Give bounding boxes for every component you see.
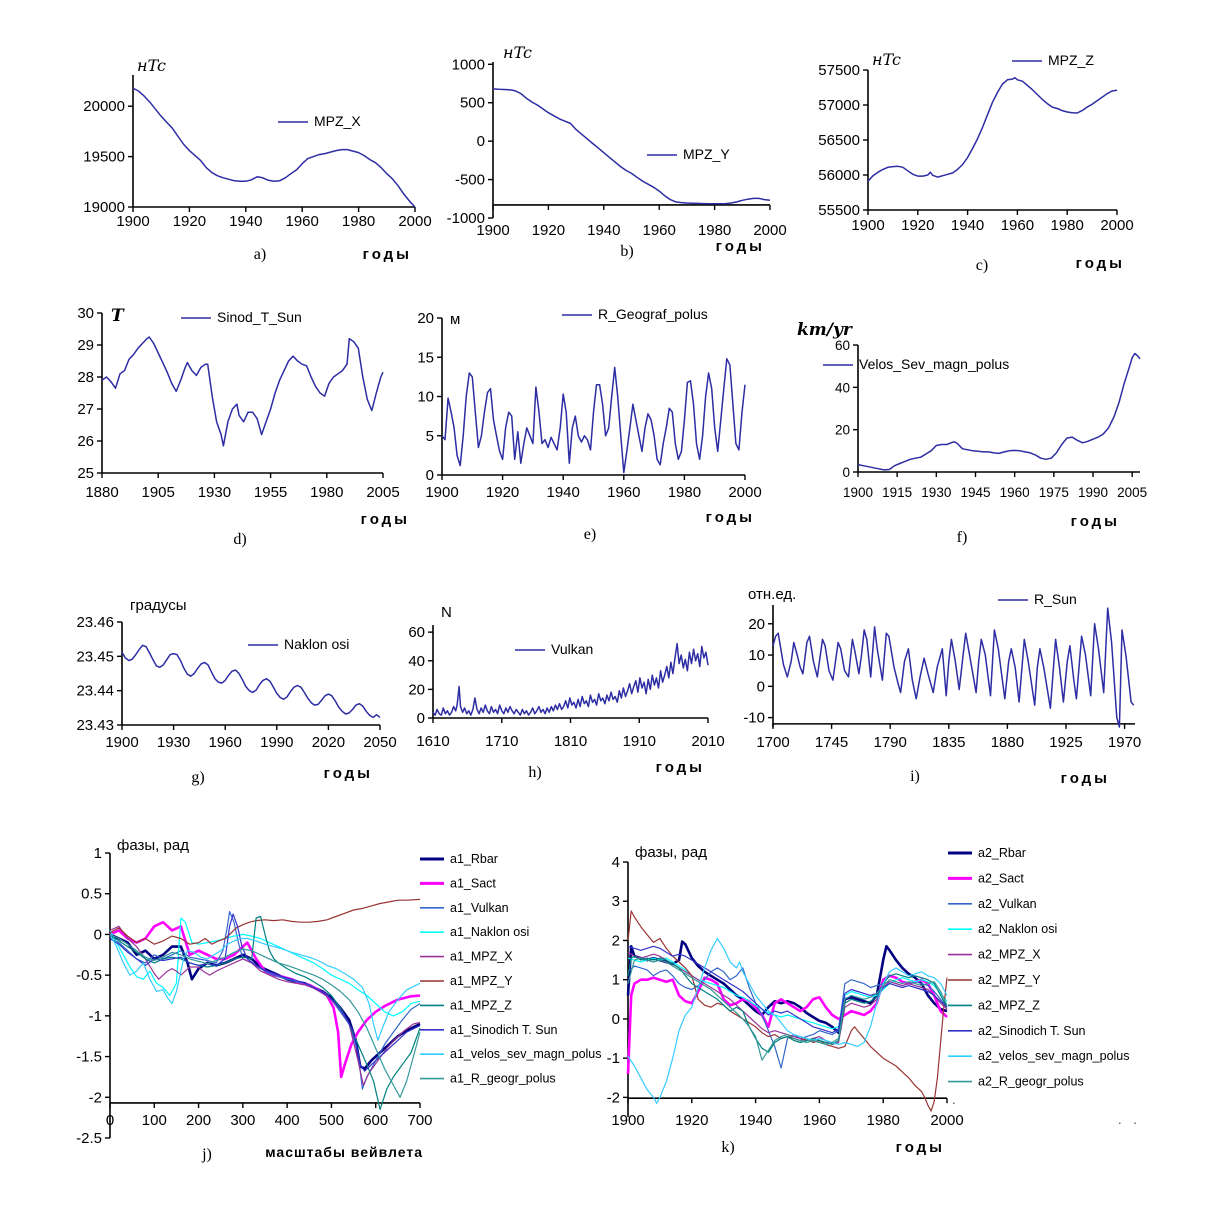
y-axis-title: м bbox=[450, 311, 461, 328]
legend-label: a1_Sact bbox=[450, 876, 496, 891]
x-tick-label: 1900 bbox=[425, 484, 459, 501]
chart-caption: i) bbox=[910, 768, 920, 785]
y-tick-label: 2 bbox=[611, 932, 620, 950]
x-tick-label: 2000 bbox=[753, 221, 787, 239]
y-tick-label: 56000 bbox=[818, 167, 860, 184]
x-tick-label: 1990 bbox=[260, 734, 294, 751]
x-tick-label: 100 bbox=[141, 1111, 167, 1129]
x-tick-label: 2000 bbox=[1100, 217, 1134, 234]
x-tick-label: 1920 bbox=[901, 217, 935, 234]
x-tick-label: 1700 bbox=[756, 733, 790, 751]
y-tick-label: 20000 bbox=[83, 98, 125, 116]
x-tick-label: 1980 bbox=[341, 213, 376, 230]
x-tick-label: 1945 bbox=[960, 485, 991, 500]
y-tick-label: 0 bbox=[756, 678, 765, 696]
chart-c-svg bbox=[775, 25, 1205, 280]
y-tick-label: 30 bbox=[77, 305, 94, 322]
stray-dots: . . bbox=[1118, 1112, 1141, 1127]
x-tick-label: 1880 bbox=[85, 484, 119, 501]
legend-label: Velos_Sev_magn_polus bbox=[859, 356, 1010, 372]
x-tick-label: 1980 bbox=[697, 221, 732, 239]
x-tick-label: 1900 bbox=[851, 217, 885, 234]
y-tick-label: -1 bbox=[606, 1050, 620, 1068]
x-tick-label: 1960 bbox=[802, 1112, 837, 1130]
stray-dot: . bbox=[952, 1092, 956, 1107]
y-tick-label: 60 bbox=[834, 338, 850, 353]
x-tick-label: 1930 bbox=[156, 734, 191, 751]
x-tick-label: 1930 bbox=[921, 485, 952, 500]
y-tick-label: 0 bbox=[93, 926, 102, 944]
y-tick-label: -10 bbox=[743, 709, 765, 727]
legend-label: R_Geograf_polus bbox=[598, 306, 708, 322]
legend-label: a2_velos_sev_magn_polus bbox=[978, 1049, 1130, 1064]
x-tick-label: 2005 bbox=[1117, 485, 1148, 500]
chart-vulkan bbox=[395, 585, 785, 815]
legend-label: a1_Rbar bbox=[450, 852, 498, 866]
x-tick-label: 2020 bbox=[311, 734, 346, 751]
y-tick-label: 3 bbox=[611, 893, 620, 911]
legend-label: a2_Vulkan bbox=[978, 896, 1037, 911]
legend-label: Sinod_T_Sun bbox=[217, 309, 302, 325]
x-tick-label: 1745 bbox=[814, 733, 849, 751]
y-axis-title: km/yr bbox=[797, 320, 852, 340]
x-tick-label: 1960 bbox=[1000, 217, 1035, 234]
series-Sinod_T_Sun bbox=[102, 337, 383, 446]
chart-d-svg bbox=[35, 295, 455, 565]
x-tick-label: 2010 bbox=[691, 733, 725, 750]
y-tick-label: -1000 bbox=[446, 210, 485, 227]
x-tick-label: 1940 bbox=[738, 1112, 773, 1130]
y-tick-label: 1000 bbox=[451, 56, 485, 74]
y-tick-label: 57000 bbox=[818, 97, 860, 114]
x-tick-label: 1905 bbox=[141, 484, 175, 501]
x-axis-title: годы bbox=[715, 238, 765, 255]
legend-label: a2_MPZ_Z bbox=[978, 998, 1040, 1013]
y-tick-label: 56500 bbox=[818, 132, 860, 149]
x-axis-title: годы bbox=[655, 759, 705, 776]
chart-mpz-z bbox=[775, 25, 1205, 280]
legend-label: MPZ_X bbox=[314, 113, 361, 129]
series-a1_velos_sev_magn_polus bbox=[110, 934, 420, 1040]
x-tick-label: 1975 bbox=[1038, 485, 1069, 500]
x-tick-label: 1925 bbox=[1049, 733, 1083, 751]
y-tick-label: 23.46 bbox=[76, 614, 114, 631]
x-tick-label: 1980 bbox=[1050, 217, 1084, 234]
chart-i-svg bbox=[740, 585, 1214, 815]
y-tick-label: 57500 bbox=[818, 62, 860, 79]
chart-sinod-t-sun bbox=[35, 295, 455, 565]
chart-e-svg bbox=[400, 295, 780, 565]
x-axis-title: годы bbox=[895, 1139, 945, 1156]
series-MPZ_X bbox=[133, 88, 415, 207]
chart-caption: j) bbox=[202, 1146, 212, 1163]
y-tick-label: -1.5 bbox=[76, 1048, 102, 1066]
legend-label: a1_Sinodich T. Sun bbox=[450, 1022, 558, 1037]
x-tick-label: 1960 bbox=[607, 484, 641, 501]
y-tick-label: 23.44 bbox=[76, 682, 114, 700]
legend-label: a1_R_geogr_polus bbox=[450, 1071, 556, 1086]
x-tick-label: 1835 bbox=[932, 733, 966, 751]
x-tick-label: 2000 bbox=[398, 213, 432, 230]
y-tick-label: 23.45 bbox=[76, 648, 114, 666]
legend-label: a1_Naklon osi bbox=[450, 925, 530, 940]
series-a2_Vulkan bbox=[628, 966, 947, 1068]
y-axis-title: градусы bbox=[130, 597, 187, 614]
legend-label: R_Sun bbox=[1034, 591, 1077, 607]
x-axis-title: годы bbox=[362, 246, 412, 263]
x-tick-label: 1980 bbox=[866, 1112, 900, 1130]
y-tick-label: 0 bbox=[842, 465, 850, 480]
legend-label: MPZ_Y bbox=[683, 146, 730, 162]
series-a1_MPZ_Y bbox=[110, 899, 420, 944]
chart-phases-wavelet-scales bbox=[55, 835, 615, 1200]
y-tick-label: 0 bbox=[425, 467, 434, 484]
chart-caption: d) bbox=[233, 531, 247, 548]
y-tick-label: 15 bbox=[417, 349, 434, 367]
y-tick-label: 10 bbox=[748, 647, 765, 665]
x-tick-label: 1940 bbox=[229, 213, 263, 230]
legend-label: a2_Rbar bbox=[978, 846, 1026, 860]
chart-b-svg bbox=[435, 25, 795, 275]
y-tick-label: 1 bbox=[93, 845, 102, 862]
x-tick-label: 500 bbox=[318, 1111, 344, 1129]
x-axis-title: годы bbox=[323, 765, 373, 782]
legend-label: a2_Sinodich T. Sun bbox=[978, 1023, 1086, 1038]
y-axis-title: фазы, рад bbox=[117, 837, 189, 854]
legend-label: MPZ_Z bbox=[1048, 52, 1094, 68]
y-axis-title: N bbox=[441, 604, 452, 621]
y-tick-label: -2.5 bbox=[76, 1130, 102, 1147]
x-tick-label: 1940 bbox=[587, 221, 621, 239]
y-axis-title: отн.ед. bbox=[748, 586, 797, 603]
y-tick-label: 23.43 bbox=[76, 717, 114, 734]
series-a2_Naklon_osi bbox=[628, 958, 947, 1029]
x-tick-label: 1970 bbox=[1107, 733, 1142, 751]
x-tick-label: 1930 bbox=[197, 484, 232, 501]
legend-label: Naklon osi bbox=[284, 636, 350, 652]
x-tick-label: 1920 bbox=[531, 221, 566, 239]
legend-label: a1_Vulkan bbox=[450, 900, 509, 915]
x-tick-label: 1900 bbox=[105, 734, 139, 751]
series-MPZ_Z bbox=[868, 78, 1117, 182]
series-R_Sun bbox=[773, 608, 1134, 727]
y-tick-label: 4 bbox=[611, 854, 620, 871]
y-tick-label: 60 bbox=[408, 624, 425, 642]
y-tick-label: 40 bbox=[408, 652, 425, 670]
x-tick-label: 1910 bbox=[622, 733, 656, 750]
chart-caption: g) bbox=[191, 769, 205, 786]
chart-phases-years bbox=[585, 835, 1214, 1200]
x-tick-label: 1880 bbox=[990, 733, 1025, 751]
y-tick-label: 28 bbox=[77, 369, 94, 386]
x-tick-label: 1710 bbox=[485, 733, 519, 750]
legend-label: a2_MPZ_Y bbox=[978, 973, 1041, 987]
x-tick-label: 700 bbox=[407, 1111, 433, 1129]
x-tick-label: 2005 bbox=[366, 484, 400, 501]
series-a1_Sact bbox=[110, 922, 420, 1077]
chart-r-geograf-polus bbox=[400, 295, 780, 565]
y-axis-title: T bbox=[111, 306, 124, 326]
x-tick-label: 1900 bbox=[611, 1112, 645, 1130]
x-tick-label: 1900 bbox=[842, 485, 874, 500]
chart-a-svg bbox=[55, 25, 440, 275]
x-tick-label: 1940 bbox=[546, 484, 580, 501]
y-axis-title: фазы, рад bbox=[635, 844, 707, 861]
chart-velos-sev-magn-polus bbox=[775, 295, 1214, 565]
x-tick-label: 400 bbox=[274, 1111, 300, 1129]
y-tick-label: -2 bbox=[606, 1089, 620, 1107]
x-tick-label: 1980 bbox=[310, 484, 344, 501]
y-tick-label: 26 bbox=[77, 433, 94, 450]
x-tick-label: 1960 bbox=[642, 221, 676, 239]
legend-label: a1_MPZ_Z bbox=[450, 998, 512, 1013]
chart-caption: k) bbox=[721, 1139, 735, 1156]
y-tick-label: 0.5 bbox=[81, 885, 102, 903]
chart-mpz-x bbox=[55, 25, 440, 275]
y-tick-label: 19500 bbox=[83, 148, 125, 166]
x-axis-title: годы bbox=[1075, 255, 1125, 272]
x-tick-label: 1960 bbox=[285, 213, 319, 230]
y-tick-label: -0.5 bbox=[76, 967, 102, 985]
chart-naklon-osi bbox=[35, 585, 440, 815]
legend-label: a2_MPZ_X bbox=[978, 947, 1041, 962]
y-tick-label: 29 bbox=[77, 337, 94, 354]
series-Naklon_osi bbox=[122, 645, 380, 717]
chart-f-svg bbox=[775, 295, 1214, 565]
x-tick-label: 0 bbox=[105, 1111, 115, 1129]
x-tick-label: 1790 bbox=[873, 733, 907, 751]
x-axis-title: годы bbox=[1070, 513, 1120, 530]
legend-label: a2_R_geogr_polus bbox=[978, 1074, 1084, 1089]
x-tick-label: 1960 bbox=[208, 734, 242, 751]
x-tick-label: 1960 bbox=[999, 485, 1030, 500]
y-tick-label: 0 bbox=[416, 710, 425, 727]
chart-caption: b) bbox=[620, 243, 634, 260]
x-tick-label: 2050 bbox=[363, 734, 397, 751]
series-a1_Sinodich_T_Sun bbox=[110, 914, 420, 1071]
legend-label: a2_Naklon osi bbox=[978, 922, 1058, 937]
legend-label: a1_MPZ_Y bbox=[450, 974, 513, 988]
y-tick-label: -2 bbox=[88, 1089, 102, 1107]
x-tick-label: 1980 bbox=[667, 484, 702, 501]
series-a2_Sact bbox=[628, 976, 947, 1074]
x-tick-label: 1940 bbox=[950, 217, 985, 234]
y-tick-label: 20 bbox=[408, 681, 425, 699]
x-tick-label: 1955 bbox=[253, 484, 288, 501]
chart-caption: c) bbox=[975, 257, 989, 274]
chart-k-svg bbox=[585, 835, 1214, 1200]
chart-g-svg bbox=[35, 585, 440, 815]
x-tick-label: 1900 bbox=[116, 213, 150, 230]
x-tick-label: 2000 bbox=[930, 1112, 964, 1130]
y-tick-label: -500 bbox=[454, 171, 485, 189]
chart-mpz-y bbox=[435, 25, 795, 275]
chart-r-sun bbox=[740, 585, 1214, 815]
y-tick-label: 20 bbox=[417, 310, 434, 327]
x-tick-label: 1900 bbox=[476, 221, 510, 239]
chart-h-svg bbox=[395, 585, 785, 815]
x-tick-label: 600 bbox=[363, 1111, 389, 1129]
y-axis-title: нTc bbox=[137, 56, 166, 75]
chart-caption: a) bbox=[253, 246, 267, 263]
y-tick-label: 500 bbox=[459, 94, 485, 112]
x-tick-label: 2000 bbox=[728, 484, 762, 501]
x-tick-label: 1810 bbox=[553, 733, 588, 750]
y-tick-label: 5 bbox=[425, 427, 434, 445]
x-tick-label: 300 bbox=[230, 1111, 256, 1129]
x-axis-title: масштабы вейвлета bbox=[265, 1144, 423, 1160]
y-tick-label: 25 bbox=[77, 465, 94, 482]
y-tick-label: 10 bbox=[417, 388, 434, 406]
series-a1_MPZ_X bbox=[110, 926, 420, 1085]
y-tick-label: -1 bbox=[88, 1007, 102, 1025]
legend-label: a1_velos_sev_magn_polus bbox=[450, 1047, 602, 1062]
x-tick-label: 1920 bbox=[675, 1112, 709, 1130]
x-tick-label: 1610 bbox=[416, 733, 450, 750]
legend-label: a2_Sact bbox=[978, 871, 1024, 886]
x-tick-label: 1915 bbox=[882, 485, 913, 500]
y-axis-title: нTc bbox=[872, 50, 901, 69]
x-axis-title: годы bbox=[1060, 770, 1110, 787]
y-tick-label: 20 bbox=[748, 615, 765, 633]
x-tick-label: 200 bbox=[186, 1111, 212, 1129]
x-axis-title: годы bbox=[360, 511, 410, 528]
y-tick-label: 0 bbox=[611, 1010, 620, 1028]
chart-caption: e) bbox=[583, 526, 597, 543]
y-tick-label: 0 bbox=[476, 133, 485, 151]
y-tick-label: 20 bbox=[834, 422, 850, 438]
x-tick-label: 1920 bbox=[172, 213, 207, 230]
chart-j-svg bbox=[55, 835, 615, 1200]
y-tick-label: 55500 bbox=[818, 202, 860, 219]
chart-caption: h) bbox=[528, 764, 542, 781]
x-axis-title: годы bbox=[705, 509, 755, 526]
x-tick-label: 1990 bbox=[1077, 485, 1109, 500]
x-tick-label: 1920 bbox=[485, 484, 520, 501]
chart-caption: f) bbox=[956, 529, 968, 546]
series-R_Geograf_polus bbox=[442, 359, 745, 473]
legend-label: a1_MPZ_X bbox=[450, 949, 513, 964]
y-tick-label: 1 bbox=[611, 971, 620, 989]
y-tick-label: 19000 bbox=[83, 199, 125, 216]
y-axis-title: нTc bbox=[503, 43, 532, 62]
y-tick-label: 27 bbox=[77, 401, 94, 418]
y-tick-label: 40 bbox=[834, 380, 850, 396]
legend-label: Vulkan bbox=[551, 641, 594, 657]
